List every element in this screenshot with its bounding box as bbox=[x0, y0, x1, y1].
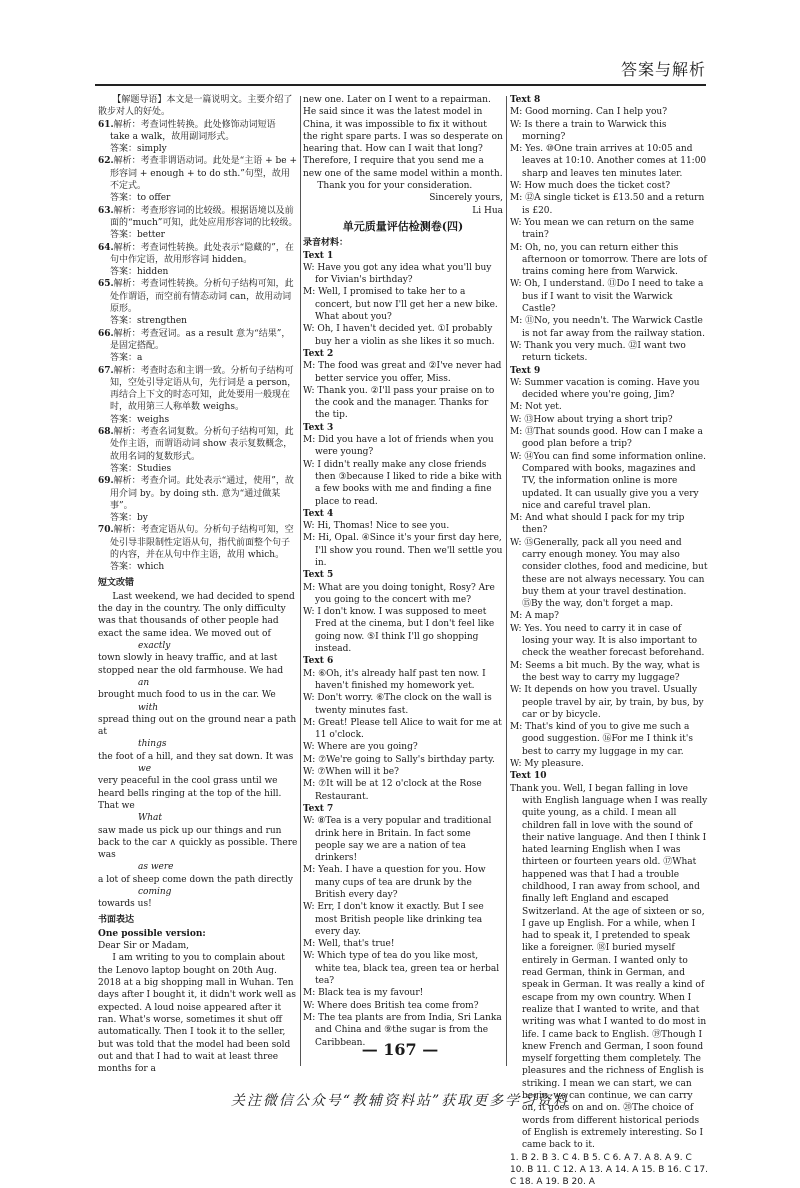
item-analysis: 解析：考查形容词的比较级。根据语境以及前面的“much”可知，此处应用形容词的比较级。 bbox=[110, 205, 298, 228]
column-1 bbox=[98, 94, 298, 1075]
item-analysis: 解析：考查冠词。as a result 意为“结果”，是固定搭配。 bbox=[110, 328, 291, 351]
dialogue-line: M: Did you have a lot of friends when you were young? bbox=[303, 435, 494, 458]
text-title: Text 1 bbox=[303, 250, 334, 261]
correction-fix: What bbox=[138, 813, 163, 824]
letter-body-continued: new one. Later on I went to a repairman. He said since it was the latest model in China, it was impossible to fix it without the right spare parts. I was so desperate on hearing that. How can I wait that long? Therefore, I require that you send me a new one of the same model within a month. bbox=[303, 95, 503, 179]
correction-title: 短文改错 bbox=[98, 577, 135, 588]
item-number: 62. bbox=[98, 156, 114, 167]
correction-fix: we bbox=[138, 764, 152, 775]
header-rule bbox=[95, 84, 706, 86]
correction-fix: with bbox=[138, 702, 158, 713]
writing-title: 书面表达 bbox=[98, 914, 135, 925]
correction-fix: things bbox=[138, 739, 167, 750]
item-number: 67. bbox=[98, 365, 114, 376]
text-title: Text 5 bbox=[303, 570, 334, 581]
dialogue-line: W: ⑮Generally, pack all you need and carry enough money. You may also consider clothes, food and medicine, but these are not always necessary. You can buy them at your travel destination. ⑮By the way, don't forget a map. bbox=[510, 537, 708, 610]
dialogue-line: W: Hi, Thomas! Nice to see you. bbox=[303, 521, 450, 532]
dialogue-line: W: Which type of tea do you like most, white tea, black tea, green tea or herbal tea? bbox=[303, 951, 500, 987]
correction-line: spread thing out on the ground near a path at bbox=[98, 714, 297, 738]
correction-fix: exactly bbox=[138, 641, 171, 652]
correction-line: town slowly in heavy traffic, and at last stopped near the old farmhouse. We had bbox=[98, 653, 284, 676]
item-answer: 答案：which bbox=[110, 562, 165, 573]
dialogue-line: W: ⑬How about trying a short trip? bbox=[510, 414, 673, 425]
analysis-item bbox=[98, 365, 298, 414]
dialogue-line: Thank you. Well, I began falling in love with English language when I was really quite young, as a child. I mean all children fall in love with the sound of their native language. And then I think I hated learning English when I was thirteen or fourteen years old. ⑰What happened was that I had a trouble childhood, I ran away from school, and finally left England and escaped Switzerland. At the age of sixteen or so, I gave up English. For a while, when I had to speak it, I pretended to speak like a foreigner. ⑱I buried myself entirely in German. I wanted only to read German, think in German, and speak in German. It was really a kind of escape from my own country. When I realize that I wanted to write, and that writing was what I wanted to do most in life. I came back to English. ⑲Though I knew French and German, I soon found myself forgetting them completely. The pleasures and the richness of English is striking. I mean we can start, we can begin, we can continue, we can carry on, it goes on and on. ⑳The choice of words from different historical periods of English is extremely interesting. So I came back to it. bbox=[510, 783, 708, 1151]
correction-line: a lot of sheep come down the path directly bbox=[98, 874, 293, 885]
item-analysis: 解析：考查时态和主谓一致。分析句子结构可知，空处引导定语从句，先行词是 a person，再结合上下文的时态可知，此处要用一般现在时，故用第三人称单数 weighs。 bbox=[110, 365, 297, 413]
item-analysis: 解析：考查词性转换。分析句子结构可知，此处作谓语，而空前有情态动词 can，故用动词原形。 bbox=[110, 279, 294, 315]
item-answer: 答案：by bbox=[110, 513, 148, 524]
analysis-item bbox=[98, 242, 298, 267]
text-title: Text 2 bbox=[303, 348, 334, 359]
item-number: 66. bbox=[98, 328, 114, 339]
dialogue-line: W: ⑧Tea is a very popular and traditional drink here in Britain. In fact some people say we are a nation of tea drinkers! bbox=[303, 816, 492, 864]
dialogue-line: W: Thank you. ②I'll pass your praise on to the cook and the manager. Thanks for the tip. bbox=[303, 385, 495, 421]
correction-line: the foot of a hill, and they sat down. It was bbox=[98, 751, 294, 762]
item-number: 69. bbox=[98, 476, 114, 487]
analysis-item bbox=[98, 155, 298, 192]
dialogue-line: W: I didn't really make any close friends then ③because I liked to ride a bike with a few books with me and finding a fine place to read. bbox=[303, 459, 502, 507]
item-answer: 答案：to offer bbox=[110, 193, 171, 204]
material-label: 录音材料： bbox=[303, 238, 349, 249]
answer-key: 1. B 2. B 3. C 4. B 5. C 6. A 7. A 8. A 9. C 10. B 11. C 12. A 13. A 14. A 15. B 16. C 17. C 18. A 19. B 20. A bbox=[510, 1152, 708, 1188]
letter-greeting: Dear Sir or Madam, bbox=[98, 941, 189, 952]
page-header-title: 答案与解析 bbox=[621, 60, 707, 79]
item-number: 63. bbox=[98, 205, 114, 216]
dialogue-line: M: A map? bbox=[510, 611, 559, 622]
dialogue-line: W: Err, I don't know it exactly. But I see most British people like drinking tea every day. bbox=[303, 902, 484, 937]
letter-closing: Sincerely yours, bbox=[429, 193, 503, 204]
item-number: 64. bbox=[98, 242, 114, 253]
dialogue-line: W: How much does the ticket cost? bbox=[510, 181, 671, 192]
dialogue-line: W: Thank you very much. ⑫I want two return tickets. bbox=[510, 340, 686, 364]
item-analysis: 解析：考查定语从句。分析句子结构可知，空处引导非限制性定语从句，指代前面整个句子的内容，并在从句中作主语，故用 which。 bbox=[110, 525, 294, 560]
dialogue-line: W: Where are you going? bbox=[303, 742, 418, 753]
analysis-item bbox=[98, 328, 298, 353]
dialogue-line: M: Yeah. I have a question for you. How many cups of tea are drunk by the British every day? bbox=[303, 865, 486, 900]
text-title: Text 10 bbox=[510, 771, 547, 782]
text-title: Text 6 bbox=[303, 656, 334, 667]
dialogue-line: W: It depends on how you travel. Usually people travel by air, by train, by bus, by car or by bicycle. bbox=[510, 685, 704, 720]
item-answer: 答案：hidden bbox=[110, 267, 169, 278]
dialogue-line: W: I don't know. I was supposed to meet Fred at the cinema, but I don't feel like going now. ⑤I think I'll go shopping instead. bbox=[303, 607, 495, 655]
dialogue-line: M: Seems a bit much. By the way, what is the best way to carry my luggage? bbox=[510, 660, 700, 683]
dialogue-line: W: Is there a train to Warwick this morning? bbox=[510, 119, 667, 142]
dialogue-line: W: ⑭You can find some information online. Compared with books, magazines and TV, the information online is more updated. It can usually give you a very nice and careful travel plan. bbox=[510, 451, 706, 511]
item-number: 61. bbox=[98, 119, 114, 130]
dialogue-line: M: Good morning. Can I help you? bbox=[510, 107, 668, 118]
correction-fix: coming bbox=[138, 887, 172, 897]
item-answer: 答案：Studies bbox=[110, 463, 172, 474]
page-number: — 167 — bbox=[361, 1040, 439, 1059]
correction-line: Last weekend, we had decided to spend the day in the country. The only difficulty was that thousands of other people had exact the same idea. We moved out of bbox=[98, 591, 295, 639]
column-2 bbox=[303, 94, 503, 1049]
correction-passage bbox=[98, 591, 298, 911]
item-analysis: 解析：考查词性转换。此处修饰动词短语 take a walk，故用副词形式。 bbox=[110, 119, 276, 142]
dialogue-line: W: My pleasure. bbox=[510, 759, 584, 770]
column-3 bbox=[510, 94, 708, 1188]
dialogue-line: M: That's kind of you to give me such a good suggestion. ⑯For me I think it's best to carry my luggage in my car. bbox=[510, 722, 693, 757]
item-answer: 答案：weighs bbox=[110, 414, 170, 425]
item-number: 70. bbox=[98, 525, 114, 536]
dialogue-line: M: Well, that's true! bbox=[303, 939, 395, 950]
dialogue-line: M: Great! Please tell Alice to wait for me at 11 o'clock. bbox=[303, 717, 502, 741]
dialogue-line: W: Where does British tea come from? bbox=[303, 1000, 479, 1011]
item-number: 68. bbox=[98, 427, 114, 438]
analysis-item bbox=[98, 278, 298, 315]
item-analysis: 解析：考查名词复数。分析句子结构可知，此处作主语，而谓语动词 show 表示复数概念，故用名词的复数形式。 bbox=[110, 427, 294, 462]
item-answer: 答案：strengthen bbox=[110, 316, 187, 327]
dialogue-line: M: ⑥Oh, it's already half past ten now. I haven't finished my homework yet. bbox=[303, 668, 486, 691]
correction-line: towards us! bbox=[98, 899, 152, 910]
dialogue-line: M: ⑦It will be at 12 o'clock at the Rose Restaurant. bbox=[303, 779, 482, 802]
footer-note: 关注微信公众号“教辅资料站”获取更多学习资料 bbox=[230, 1093, 570, 1109]
dialogue-line: W: Oh, I understand. ⑪Do I need to take a bus if I want to visit the Warwick Castle? bbox=[510, 279, 704, 315]
dialogue-line: W: Oh, I haven't decided yet. ①I probably buy her a violin as she likes it so much. bbox=[303, 324, 495, 347]
letter-signature: Li Hua bbox=[472, 205, 503, 216]
dialogue-line: W: Summer vacation is coming. Have you decided where you're going, Jim? bbox=[510, 377, 700, 401]
dialogue-line: W: Have you got any idea what you'll buy for Vivian's birthday? bbox=[303, 262, 492, 286]
listening-texts-a bbox=[303, 250, 503, 1049]
dialogue-line: M: The food was great and ②I've never had better service you offer, Miss. bbox=[303, 361, 502, 384]
correction-fix: an bbox=[138, 677, 150, 688]
item-analysis: 解析：考查词性转换。此处表示“隐藏的”，在句中作定语，故用形容词 hidden。 bbox=[110, 242, 294, 265]
item-analysis: 解析：考查非谓语动词。此处是“主语 + be + 形容词 + enough + to do sth.”句型，故用不定式。 bbox=[110, 156, 298, 192]
column-divider-2 bbox=[506, 96, 507, 1066]
dialogue-line: M: Hi, Opal. ④Since it's your first day here, I'll show you round. Then we'll settle you in. bbox=[303, 533, 503, 568]
analysis-item bbox=[98, 524, 298, 561]
dialogue-line: W: Yes. You need to carry it in case of losing your way. It is also important to check the weather forecast beforehand. bbox=[510, 623, 705, 659]
analysis-item bbox=[98, 475, 298, 512]
dialogue-line: M: Well, I promised to take her to a concert, but now I'll get her a new bike. What about you? bbox=[303, 287, 498, 323]
dialogue-line: M: What are you doing tonight, Rosy? Are you going to the concert with me? bbox=[303, 582, 495, 605]
item-answer: 答案：simply bbox=[110, 144, 167, 155]
dialogue-line: M: And what should I pack for my trip then? bbox=[510, 513, 685, 536]
listening-texts-b bbox=[510, 94, 708, 1152]
analysis-item bbox=[98, 426, 298, 463]
dialogue-line: W: ⑦When will it be? bbox=[303, 767, 399, 778]
passage-intro: 【解题导语】本文是一篇说明文。主要介绍了散步对人的好处。 bbox=[98, 95, 293, 118]
item-answer: 答案：better bbox=[110, 230, 165, 241]
analysis-item bbox=[98, 205, 298, 230]
text-title: Text 8 bbox=[510, 95, 541, 105]
analysis-item bbox=[98, 119, 298, 144]
dialogue-line: M: ⑫A single ticket is £13.50 and a return is £20. bbox=[510, 193, 705, 216]
unit-title: 单元质量评估检测卷(四) bbox=[342, 219, 464, 233]
text-title: Text 3 bbox=[303, 422, 334, 433]
dialogue-line: M: Oh, no, you can return either this afternoon or tomorrow. There are lots of trains coming here from Warwick. bbox=[510, 242, 707, 278]
dialogue-line: M: Yes. ⑩One train arrives at 10:05 and leaves at 10:10. Another comes at 11:00 sharp and leaves ten minutes later. bbox=[510, 144, 707, 179]
column-divider-1 bbox=[300, 96, 301, 1066]
analysis-list bbox=[98, 119, 298, 574]
dialogue-line: M: ⑪No, you needn't. The Warwick Castle is not far away from the railway station. bbox=[510, 316, 705, 339]
dialogue-line: M: Not yet. bbox=[510, 402, 562, 413]
correction-line: brought much food to us in the car. We bbox=[98, 690, 276, 701]
dialogue-line: W: You mean we can return on the same train? bbox=[510, 217, 694, 241]
item-analysis: 解析：考查介词。此处表示“通过，使用”，故用介词 by。by doing sth. 意为“通过做某事”。 bbox=[110, 476, 294, 511]
dialogue-line: M: ⑬That sounds good. How can I make a good plan before a trip? bbox=[510, 427, 703, 450]
item-answer: 答案：a bbox=[110, 353, 143, 364]
version-label: One possible version: bbox=[98, 928, 206, 939]
dialogue-line: M: Black tea is my favour! bbox=[303, 988, 424, 999]
text-title: Text 4 bbox=[303, 508, 334, 519]
letter-thanks: Thank you for your consideration. bbox=[317, 181, 473, 192]
item-number: 65. bbox=[98, 279, 114, 290]
correction-line: very peaceful in the cool grass until we heard bells ringing at the top of the hill. That we bbox=[98, 776, 282, 811]
letter-body: I am writing to you to complain about the Lenovo laptop bought on 20th Aug. 2018 at a big shopping mall in Wuhan. Ten days after I bought it, it didn't work well as expected. A loud noise appeared after it ran. What's worse, sometimes it shut off automatically. Then I took it to the seller, but was told that the model had been sold out and that I had to wait at least three months for a bbox=[98, 953, 297, 1075]
text-title: Text 9 bbox=[510, 365, 541, 376]
correction-fix: as were bbox=[138, 862, 174, 873]
dialogue-line: M: ⑦We're going to Sally's birthday party. bbox=[303, 754, 495, 765]
text-title: Text 7 bbox=[303, 803, 334, 814]
correction-line: saw made us pick up our things and run back to the car ∧ quickly as possible. There was bbox=[98, 825, 298, 861]
dialogue-line: M: The tea plants are from India, Sri Lanka and China and ⑨the sugar is from the Caribbean. bbox=[303, 1012, 502, 1048]
dialogue-line: W: Don't worry. ⑥The clock on the wall is twenty minutes fast. bbox=[303, 693, 492, 716]
